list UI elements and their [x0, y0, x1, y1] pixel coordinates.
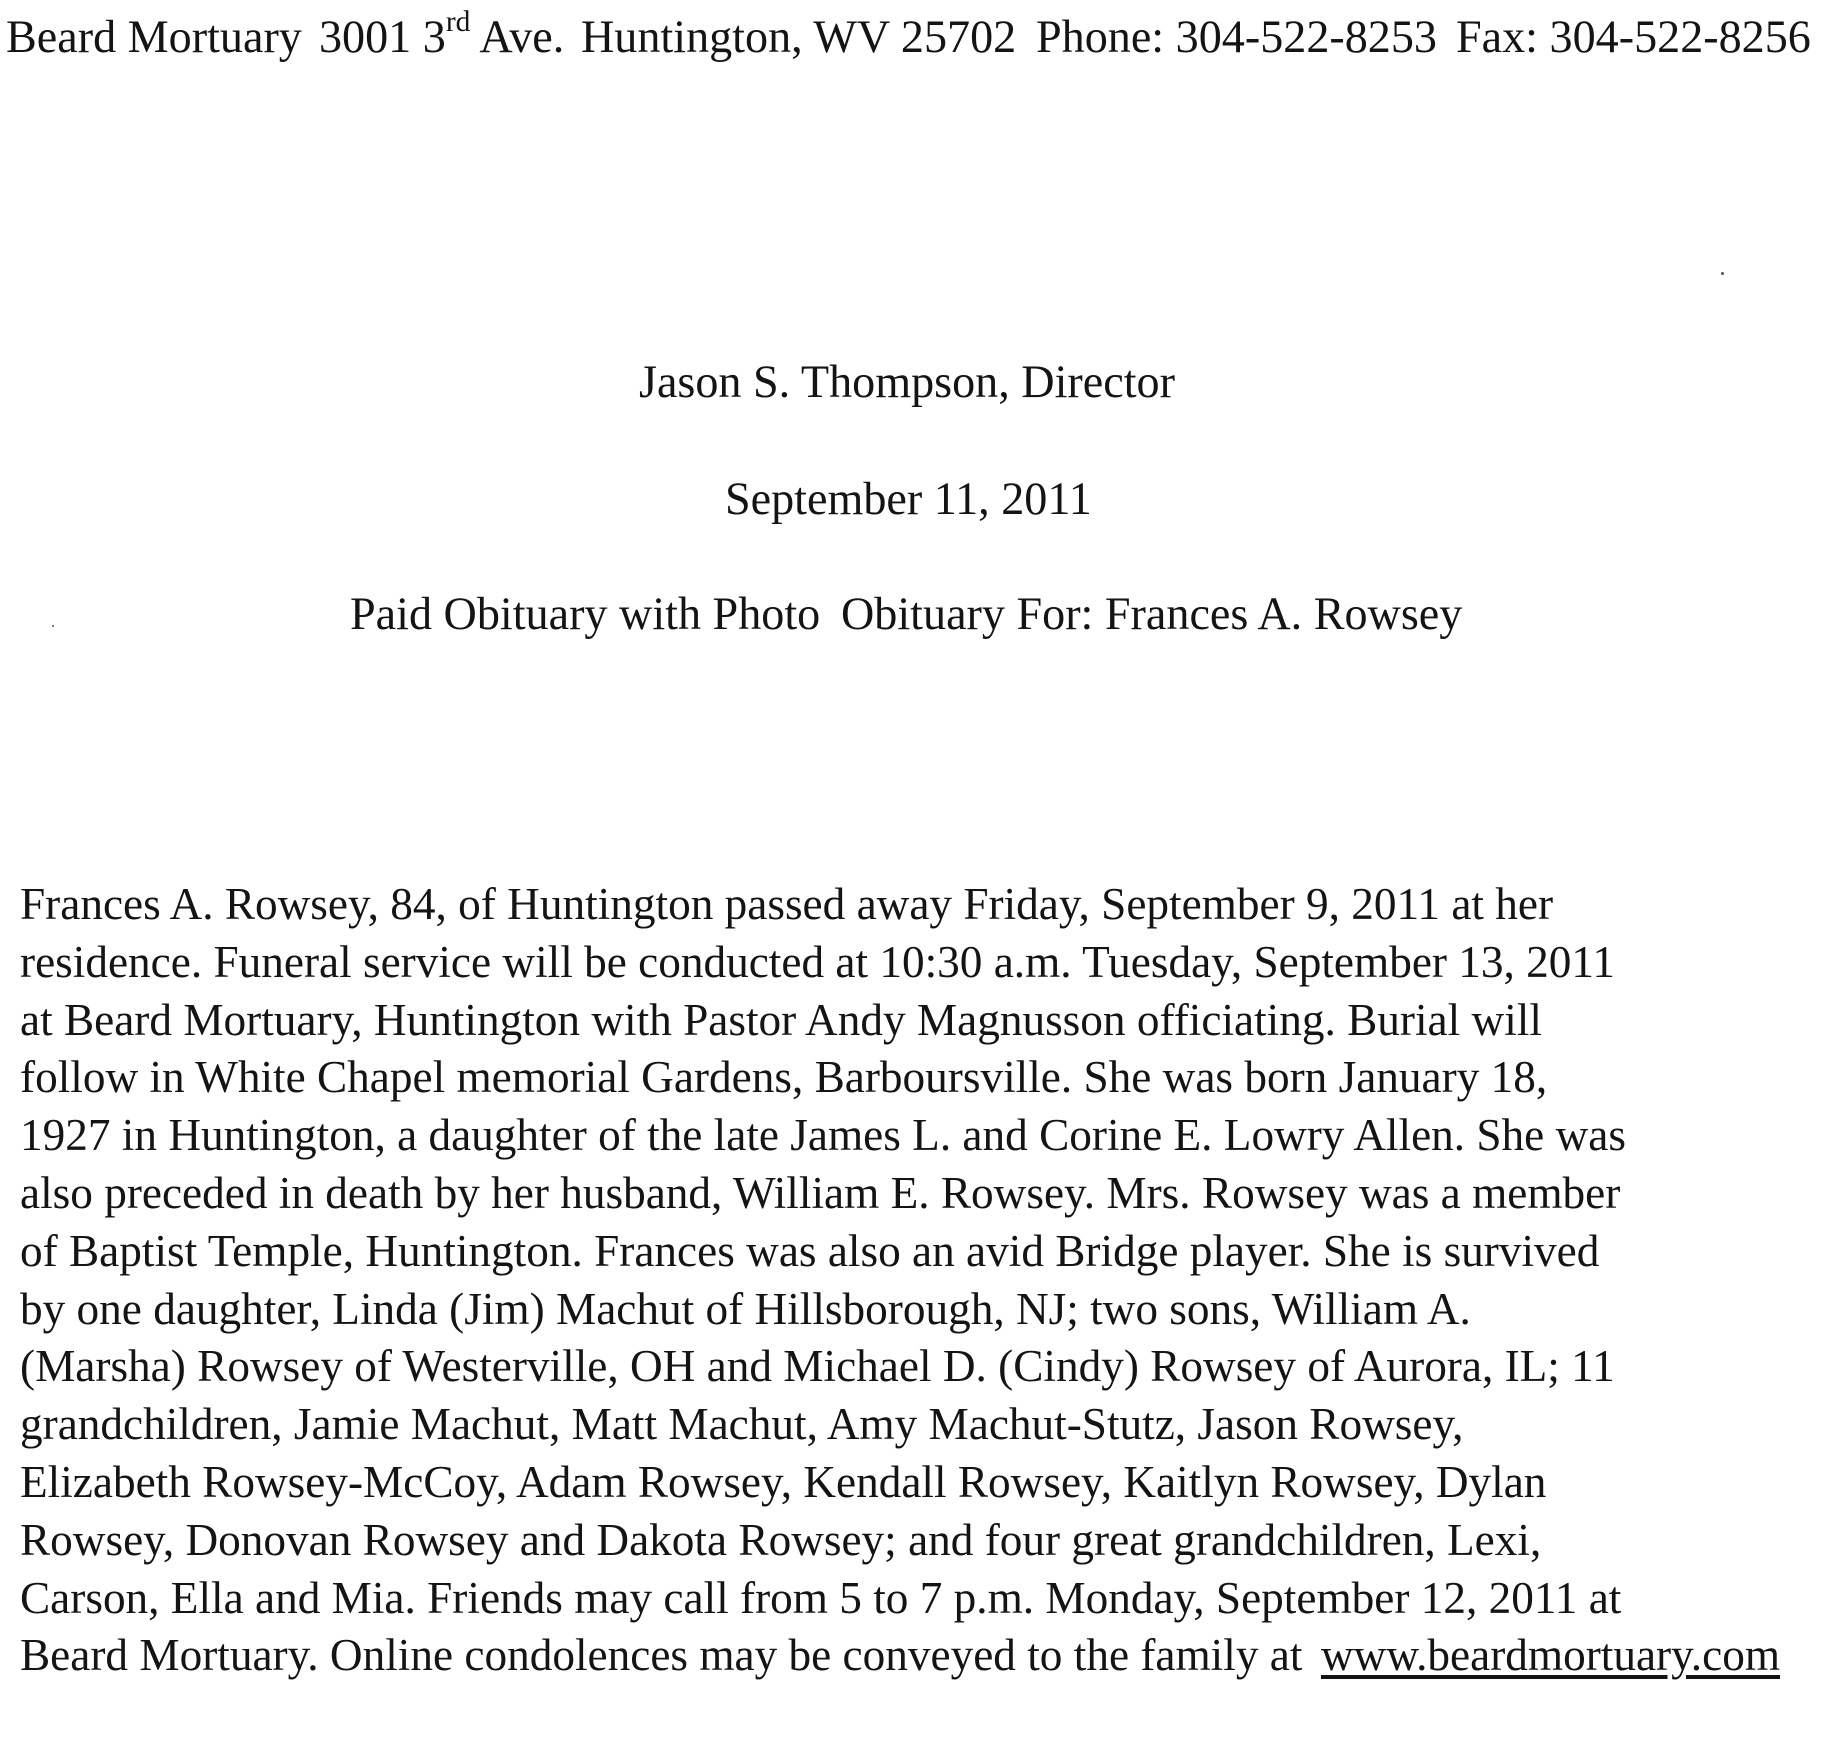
- director-name: Jason S. Thompson, Director: [638, 356, 1175, 408]
- scan-speck: [52, 625, 54, 627]
- fax-number: Fax: 304-522-8256: [1456, 11, 1812, 63]
- scan-speck: [1721, 272, 1724, 275]
- obituary-line: Frances A. Rowsey, 84, of Huntington passed away Friday, September 9, 2011 at her: [20, 878, 1554, 929]
- obituary-line: (Marsha) Rowsey of Westerville, OH and Michael D. (Cindy) Rowsey of Aurora, IL; 11: [20, 1340, 1615, 1392]
- street-address: 3001 3rd Ave.: [319, 5, 565, 63]
- obituary-line: Carson, Ella and Mia. Friends may call from 5 to 7 p.m. Monday, September 12, 2011 at: [20, 1571, 1622, 1623]
- director-line: [0, 353, 1824, 411]
- obituary-line: Elizabeth Rowsey-McCoy, Adam Rowsey, Kendall Rowsey, Kaitlyn Rowsey, Dylan: [20, 1455, 1547, 1507]
- obituary-for: Obituary For: Frances A. Rowsey: [840, 588, 1463, 640]
- phone-number: Phone: 304-522-8253: [1036, 11, 1438, 63]
- obituary-line: follow in White Chapel memorial Gardens, Barboursville. She was born January 18,: [20, 1051, 1548, 1103]
- document-date: September 11, 2011: [725, 473, 1092, 525]
- notice-heading: [0, 585, 1824, 643]
- obituary-line: 1927 in Huntington, a daughter of the late James L. and Corine E. Lowry Allen. She was: [20, 1109, 1626, 1161]
- obituary-line: Beard Mortuary. Online condolences may be conveyed to the family at: [20, 1629, 1303, 1681]
- obituary-line: also preceded in death by her husband, William E. Rowsey. Mrs. Rowsey was a member: [20, 1166, 1621, 1218]
- obituary-line: by one daughter, Linda (Jim) Machut of Hillsborough, NJ; two sons, William A.: [20, 1282, 1471, 1334]
- obituary-line: residence. Funeral service will be conducted at 10:30 a.m. Tuesday, September 13, 2011: [20, 935, 1615, 987]
- mortuary-name: Beard Mortuary: [5, 11, 302, 63]
- obituary-line: Rowsey, Donovan Rowsey and Dakota Rowsey; and four great grandchildren, Lexi,: [20, 1513, 1542, 1565]
- website-line: [1321, 1626, 1780, 1684]
- city-state-zip: Huntington, WV 25702: [580, 11, 1017, 63]
- website-link[interactable]: www.beardmortuary.com: [1320, 1629, 1780, 1681]
- obituary-text: [20, 875, 1820, 1684]
- obituary-line: of Baptist Temple, Huntington. Frances was also an avid Bridge player. She is survived: [20, 1224, 1600, 1276]
- notice-type: Paid Obituary with Photo: [349, 588, 821, 640]
- obituary-line: at Beard Mortuary, Huntington with Pastor Andy Magnusson officiating. Burial will: [20, 993, 1542, 1045]
- letterhead: [0, 5, 1824, 66]
- date-line: [0, 470, 1824, 528]
- obituary-line: grandchildren, Jamie Machut, Matt Machut, Amy Machut-Stutz, Jason Rowsey,: [20, 1398, 1464, 1450]
